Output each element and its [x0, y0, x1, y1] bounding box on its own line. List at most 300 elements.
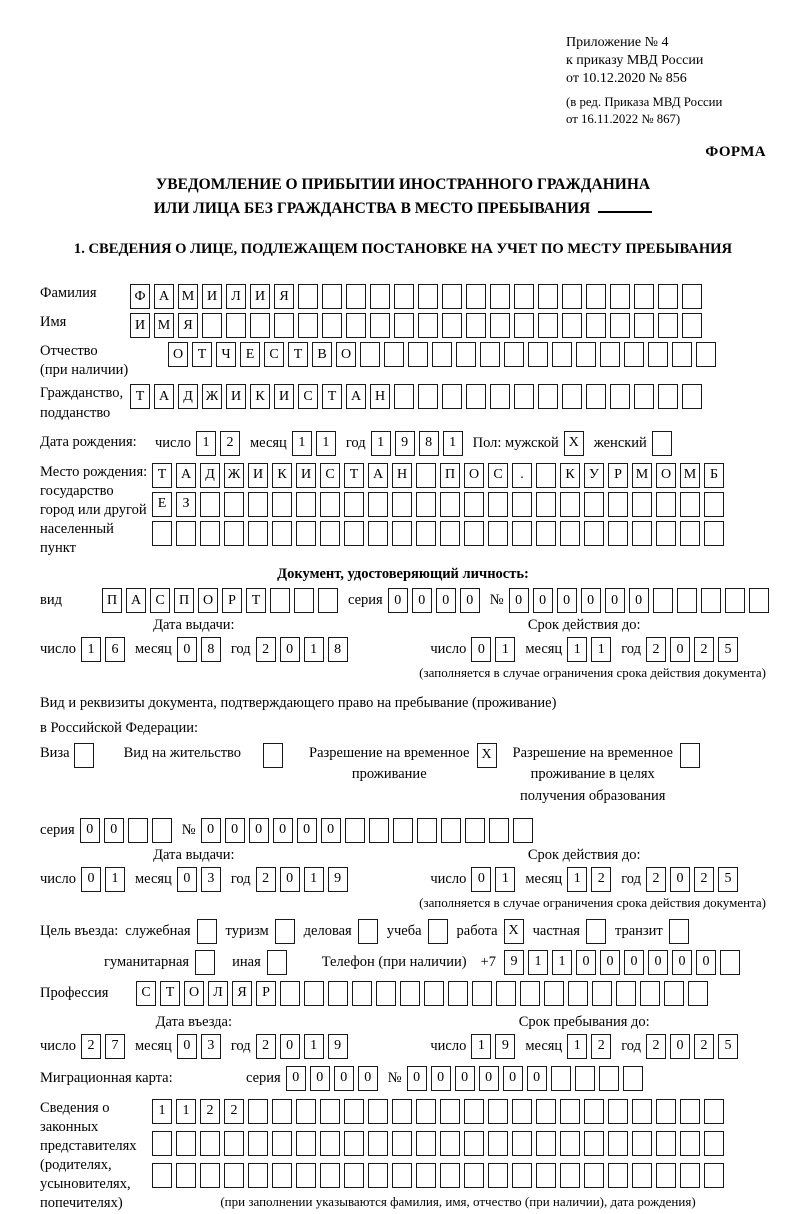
- representatives-row1-cells-cell-10[interactable]: [368, 1099, 388, 1124]
- doc-type-cells-cell-6[interactable]: Р: [222, 588, 242, 613]
- profession-cells-cell-3[interactable]: О: [184, 981, 204, 1006]
- identity-valid-year-cells-cell-3[interactable]: 2: [694, 637, 714, 662]
- representatives-row2-cells-cell-22[interactable]: [656, 1131, 676, 1156]
- identity-issued-year-cells-cell-1[interactable]: 2: [256, 637, 276, 662]
- profession-cells-cell-21[interactable]: [616, 981, 636, 1006]
- surname-cells-cell-7[interactable]: Я: [274, 284, 294, 309]
- citizenship-cells-cell-7[interactable]: И: [274, 384, 294, 409]
- representatives-row2-cells-cell-21[interactable]: [632, 1131, 652, 1156]
- firstname-cells-cell-5[interactable]: [226, 313, 246, 338]
- doc-series-cells-cell-3[interactable]: 0: [436, 588, 456, 613]
- purpose-study-checkbox-cell-1[interactable]: [428, 919, 448, 944]
- representatives-row3-cells-cell-22[interactable]: [656, 1163, 676, 1188]
- representatives-row1-cells-cell-11[interactable]: [392, 1099, 412, 1124]
- identity-issued-month-cells-cell-2[interactable]: 8: [201, 637, 221, 662]
- citizenship-cells-cell-23[interactable]: [658, 384, 678, 409]
- identity-valid-year-cells-cell-1[interactable]: 2: [646, 637, 666, 662]
- migration-number-cells-cell-2[interactable]: 0: [431, 1066, 451, 1091]
- stay-year-cells-cell-2[interactable]: 0: [670, 1034, 690, 1059]
- firstname-cells-cell-4[interactable]: [202, 313, 222, 338]
- residence-number-cells-cell-13[interactable]: [489, 818, 509, 843]
- representatives-row2-cells-cell-18[interactable]: [560, 1131, 580, 1156]
- surname-cells-cell-13[interactable]: [418, 284, 438, 309]
- patronymic-cells-cell-9[interactable]: [360, 342, 380, 367]
- birthplace-row3-cells-cell-21[interactable]: [632, 521, 652, 546]
- citizenship-cells-cell-16[interactable]: [490, 384, 510, 409]
- representatives-row3-cells-cell-20[interactable]: [608, 1163, 628, 1188]
- residence-number-cells-cell-8[interactable]: [369, 818, 389, 843]
- birth-year-cells-cell-1[interactable]: 1: [371, 431, 391, 456]
- representatives-row1-cells-cell-9[interactable]: [344, 1099, 364, 1124]
- birth-year-cells-cell-2[interactable]: 9: [395, 431, 415, 456]
- representatives-row3-cells-cell-9[interactable]: [344, 1163, 364, 1188]
- temp-residence-checkbox-cell-1[interactable]: X: [477, 743, 497, 768]
- birthplace-row1-cells-cell-11[interactable]: Н: [392, 463, 412, 488]
- birthplace-row1-cells-cell-12[interactable]: [416, 463, 436, 488]
- residence-series-cells-cell-1[interactable]: 0: [80, 818, 100, 843]
- representatives-row1-cells-cell-4[interactable]: 2: [224, 1099, 244, 1124]
- migration-number-cells-cell-1[interactable]: 0: [407, 1066, 427, 1091]
- surname-cells-cell-5[interactable]: Л: [226, 284, 246, 309]
- citizenship-cells-cell-8[interactable]: С: [298, 384, 318, 409]
- stay-month-cells-cell-2[interactable]: 2: [591, 1034, 611, 1059]
- representatives-row3-cells-cell-2[interactable]: [176, 1163, 196, 1188]
- patronymic-cells-cell-19[interactable]: [600, 342, 620, 367]
- birthplace-row3-cells-cell-17[interactable]: [536, 521, 556, 546]
- patronymic-cells-cell-10[interactable]: [384, 342, 404, 367]
- doc-number-cells-cell-3[interactable]: 0: [557, 588, 577, 613]
- birth-month-cells-cell-1[interactable]: 1: [292, 431, 312, 456]
- entry-month-cells-cell-2[interactable]: 3: [201, 1034, 221, 1059]
- birthplace-row2-cells-cell-18[interactable]: [560, 492, 580, 517]
- residence-issued-year-cells-cell-3[interactable]: 1: [304, 867, 324, 892]
- doc-number-cells-cell-10[interactable]: [725, 588, 745, 613]
- doc-number-cells-cell-8[interactable]: [677, 588, 697, 613]
- profession-cells-cell-12[interactable]: [400, 981, 420, 1006]
- surname-cells-cell-10[interactable]: [346, 284, 366, 309]
- entry-year-cells-cell-4[interactable]: 9: [328, 1034, 348, 1059]
- profession-cells-cell-19[interactable]: [568, 981, 588, 1006]
- purpose-private-checkbox-cell-1[interactable]: [586, 919, 606, 944]
- representatives-row3-cells-cell-16[interactable]: [512, 1163, 532, 1188]
- firstname-cells-cell-10[interactable]: [346, 313, 366, 338]
- profession-cells-cell-6[interactable]: Р: [256, 981, 276, 1006]
- birthplace-row2-cells-cell-19[interactable]: [584, 492, 604, 517]
- representatives-row2-cells-cell-23[interactable]: [680, 1131, 700, 1156]
- representatives-row2-cells-cell-19[interactable]: [584, 1131, 604, 1156]
- firstname-cells-cell-14[interactable]: [442, 313, 462, 338]
- birthplace-row2-cells-cell-5[interactable]: [248, 492, 268, 517]
- surname-cells-cell-21[interactable]: [610, 284, 630, 309]
- residence-series-cells-cell-4[interactable]: [152, 818, 172, 843]
- purpose-official-checkbox-cell-1[interactable]: [197, 919, 217, 944]
- residence-valid-year-cells-cell-2[interactable]: 0: [670, 867, 690, 892]
- phone-cells-cell-3[interactable]: 1: [552, 950, 572, 975]
- residence-issued-year-cells-cell-4[interactable]: 9: [328, 867, 348, 892]
- entry-year-cells-cell-1[interactable]: 2: [256, 1034, 276, 1059]
- surname-cells-cell-23[interactable]: [658, 284, 678, 309]
- firstname-cells-cell-23[interactable]: [658, 313, 678, 338]
- birthplace-row3-cells-cell-4[interactable]: [224, 521, 244, 546]
- birthplace-row1-cells-cell-8[interactable]: С: [320, 463, 340, 488]
- birth-year-cells-cell-3[interactable]: 8: [419, 431, 439, 456]
- profession-cells-cell-20[interactable]: [592, 981, 612, 1006]
- birthplace-row3-cells-cell-12[interactable]: [416, 521, 436, 546]
- representatives-row1-cells-cell-5[interactable]: [248, 1099, 268, 1124]
- representatives-row2-cells-cell-7[interactable]: [296, 1131, 316, 1156]
- purpose-other-checkbox-cell-1[interactable]: [267, 950, 287, 975]
- surname-cells-cell-20[interactable]: [586, 284, 606, 309]
- citizenship-cells-cell-4[interactable]: Ж: [202, 384, 222, 409]
- identity-issued-year-cells-cell-2[interactable]: 0: [280, 637, 300, 662]
- representatives-row1-cells-cell-18[interactable]: [560, 1099, 580, 1124]
- representatives-row1-cells-cell-6[interactable]: [272, 1099, 292, 1124]
- residence-number-cells-cell-14[interactable]: [513, 818, 533, 843]
- birthplace-row2-cells-cell-14[interactable]: [464, 492, 484, 517]
- phone-cells-cell-5[interactable]: 0: [600, 950, 620, 975]
- representatives-row1-cells-cell-7[interactable]: [296, 1099, 316, 1124]
- doc-type-cells-cell-5[interactable]: О: [198, 588, 218, 613]
- surname-cells-cell-22[interactable]: [634, 284, 654, 309]
- representatives-row1-cells-cell-12[interactable]: [416, 1099, 436, 1124]
- phone-cells-cell-6[interactable]: 0: [624, 950, 644, 975]
- birthplace-row3-cells-cell-22[interactable]: [656, 521, 676, 546]
- profession-cells-cell-7[interactable]: [280, 981, 300, 1006]
- representatives-row3-cells-cell-21[interactable]: [632, 1163, 652, 1188]
- representatives-row2-cells-cell-13[interactable]: [440, 1131, 460, 1156]
- doc-series-cells-cell-1[interactable]: 0: [388, 588, 408, 613]
- birthplace-row1-cells-cell-20[interactable]: Р: [608, 463, 628, 488]
- phone-cells-cell-2[interactable]: 1: [528, 950, 548, 975]
- citizenship-cells-cell-21[interactable]: [610, 384, 630, 409]
- profession-cells-cell-10[interactable]: [352, 981, 372, 1006]
- residence-issued-month-cells-cell-1[interactable]: 0: [177, 867, 197, 892]
- birthplace-row1-cells-cell-10[interactable]: А: [368, 463, 388, 488]
- birthplace-row3-cells-cell-15[interactable]: [488, 521, 508, 546]
- patronymic-cells-cell-1[interactable]: О: [168, 342, 188, 367]
- patronymic-cells-cell-23[interactable]: [696, 342, 716, 367]
- representatives-row3-cells-cell-14[interactable]: [464, 1163, 484, 1188]
- patronymic-cells-cell-18[interactable]: [576, 342, 596, 367]
- doc-type-cells-cell-2[interactable]: А: [126, 588, 146, 613]
- surname-cells-cell-1[interactable]: Ф: [130, 284, 150, 309]
- birthplace-row2-cells-cell-23[interactable]: [680, 492, 700, 517]
- citizenship-cells-cell-11[interactable]: Н: [370, 384, 390, 409]
- citizenship-cells-cell-6[interactable]: К: [250, 384, 270, 409]
- representatives-row2-cells-cell-12[interactable]: [416, 1131, 436, 1156]
- residence-valid-year-cells-cell-3[interactable]: 2: [694, 867, 714, 892]
- firstname-cells-cell-24[interactable]: [682, 313, 702, 338]
- doc-number-cells-cell-11[interactable]: [749, 588, 769, 613]
- birthplace-row2-cells-cell-9[interactable]: [344, 492, 364, 517]
- citizenship-cells-cell-1[interactable]: Т: [130, 384, 150, 409]
- citizenship-cells-cell-19[interactable]: [562, 384, 582, 409]
- profession-cells-cell-11[interactable]: [376, 981, 396, 1006]
- citizenship-cells-cell-13[interactable]: [418, 384, 438, 409]
- birthplace-row2-cells-cell-22[interactable]: [656, 492, 676, 517]
- citizenship-cells-cell-18[interactable]: [538, 384, 558, 409]
- patronymic-cells-cell-6[interactable]: Т: [288, 342, 308, 367]
- sex-male-checkbox-cell-1[interactable]: X: [564, 431, 584, 456]
- profession-cells-cell-22[interactable]: [640, 981, 660, 1006]
- representatives-row1-cells-cell-13[interactable]: [440, 1099, 460, 1124]
- doc-number-cells-cell-9[interactable]: [701, 588, 721, 613]
- citizenship-cells-cell-5[interactable]: И: [226, 384, 246, 409]
- birthplace-row3-cells-cell-24[interactable]: [704, 521, 724, 546]
- patronymic-cells-cell-11[interactable]: [408, 342, 428, 367]
- identity-issued-day-cells-cell-1[interactable]: 1: [81, 637, 101, 662]
- identity-valid-day-cells-cell-2[interactable]: 1: [495, 637, 515, 662]
- firstname-cells-cell-7[interactable]: [274, 313, 294, 338]
- doc-number-cells-cell-1[interactable]: 0: [509, 588, 529, 613]
- firstname-cells-cell-2[interactable]: М: [154, 313, 174, 338]
- representatives-row3-cells-cell-15[interactable]: [488, 1163, 508, 1188]
- identity-issued-day-cells-cell-2[interactable]: 6: [105, 637, 125, 662]
- birthplace-row2-cells-cell-1[interactable]: Е: [152, 492, 172, 517]
- birthplace-row2-cells-cell-12[interactable]: [416, 492, 436, 517]
- surname-cells-cell-24[interactable]: [682, 284, 702, 309]
- representatives-row2-cells-cell-2[interactable]: [176, 1131, 196, 1156]
- stay-year-cells-cell-1[interactable]: 2: [646, 1034, 666, 1059]
- residence-valid-day-cells-cell-2[interactable]: 1: [495, 867, 515, 892]
- doc-type-cells-cell-4[interactable]: П: [174, 588, 194, 613]
- identity-valid-month-cells-cell-2[interactable]: 1: [591, 637, 611, 662]
- stay-day-cells-cell-1[interactable]: 1: [471, 1034, 491, 1059]
- birthplace-row2-cells-cell-10[interactable]: [368, 492, 388, 517]
- residence-number-cells-cell-7[interactable]: [345, 818, 365, 843]
- birthplace-row1-cells-cell-22[interactable]: О: [656, 463, 676, 488]
- profession-cells-cell-24[interactable]: [688, 981, 708, 1006]
- citizenship-cells-cell-3[interactable]: Д: [178, 384, 198, 409]
- doc-type-cells-cell-3[interactable]: С: [150, 588, 170, 613]
- doc-type-cells-cell-7[interactable]: Т: [246, 588, 266, 613]
- profession-cells-cell-17[interactable]: [520, 981, 540, 1006]
- firstname-cells-cell-19[interactable]: [562, 313, 582, 338]
- birthplace-row3-cells-cell-6[interactable]: [272, 521, 292, 546]
- firstname-cells-cell-18[interactable]: [538, 313, 558, 338]
- residence-valid-year-cells-cell-4[interactable]: 5: [718, 867, 738, 892]
- migration-number-cells-cell-5[interactable]: 0: [503, 1066, 523, 1091]
- migration-number-cells-cell-3[interactable]: 0: [455, 1066, 475, 1091]
- identity-valid-day-cells-cell-1[interactable]: 0: [471, 637, 491, 662]
- birthplace-row2-cells-cell-2[interactable]: З: [176, 492, 196, 517]
- citizenship-cells-cell-12[interactable]: [394, 384, 414, 409]
- stay-month-cells-cell-1[interactable]: 1: [567, 1034, 587, 1059]
- birthplace-row2-cells-cell-3[interactable]: [200, 492, 220, 517]
- residence-number-cells-cell-2[interactable]: 0: [225, 818, 245, 843]
- representatives-row2-cells-cell-4[interactable]: [224, 1131, 244, 1156]
- surname-cells-cell-15[interactable]: [466, 284, 486, 309]
- migration-series-cells-cell-4[interactable]: 0: [358, 1066, 378, 1091]
- representatives-row3-cells-cell-18[interactable]: [560, 1163, 580, 1188]
- representatives-row3-cells-cell-4[interactable]: [224, 1163, 244, 1188]
- migration-series-cells-cell-1[interactable]: 0: [286, 1066, 306, 1091]
- entry-day-cells-cell-2[interactable]: 7: [105, 1034, 125, 1059]
- birth-day-cells-cell-2[interactable]: 2: [220, 431, 240, 456]
- birthplace-row3-cells-cell-1[interactable]: [152, 521, 172, 546]
- surname-cells-cell-3[interactable]: М: [178, 284, 198, 309]
- birthplace-row2-cells-cell-4[interactable]: [224, 492, 244, 517]
- phone-cells-cell-8[interactable]: 0: [672, 950, 692, 975]
- doc-type-cells-cell-8[interactable]: [270, 588, 290, 613]
- representatives-row3-cells-cell-11[interactable]: [392, 1163, 412, 1188]
- birthplace-row2-cells-cell-17[interactable]: [536, 492, 556, 517]
- birthplace-row3-cells-cell-8[interactable]: [320, 521, 340, 546]
- profession-cells-cell-2[interactable]: Т: [160, 981, 180, 1006]
- profession-cells-cell-18[interactable]: [544, 981, 564, 1006]
- residence-series-cells-cell-3[interactable]: [128, 818, 148, 843]
- birthplace-row3-cells-cell-10[interactable]: [368, 521, 388, 546]
- birthplace-row2-cells-cell-11[interactable]: [392, 492, 412, 517]
- phone-cells-cell-7[interactable]: 0: [648, 950, 668, 975]
- stay-year-cells-cell-3[interactable]: 2: [694, 1034, 714, 1059]
- residence-issued-day-cells-cell-2[interactable]: 1: [105, 867, 125, 892]
- entry-year-cells-cell-2[interactable]: 0: [280, 1034, 300, 1059]
- profession-cells-cell-14[interactable]: [448, 981, 468, 1006]
- citizenship-cells-cell-17[interactable]: [514, 384, 534, 409]
- representatives-row1-cells-cell-23[interactable]: [680, 1099, 700, 1124]
- purpose-transit-checkbox-cell-1[interactable]: [669, 919, 689, 944]
- surname-cells-cell-12[interactable]: [394, 284, 414, 309]
- representatives-row2-cells-cell-8[interactable]: [320, 1131, 340, 1156]
- patronymic-cells-cell-5[interactable]: С: [264, 342, 284, 367]
- representatives-row1-cells-cell-2[interactable]: 1: [176, 1099, 196, 1124]
- birthplace-row2-cells-cell-8[interactable]: [320, 492, 340, 517]
- doc-number-cells-cell-7[interactable]: [653, 588, 673, 613]
- citizenship-cells-cell-9[interactable]: Т: [322, 384, 342, 409]
- birthplace-row2-cells-cell-20[interactable]: [608, 492, 628, 517]
- birthplace-row3-cells-cell-23[interactable]: [680, 521, 700, 546]
- profession-cells-cell-13[interactable]: [424, 981, 444, 1006]
- identity-valid-year-cells-cell-2[interactable]: 0: [670, 637, 690, 662]
- phone-cells-cell-10[interactable]: [720, 950, 740, 975]
- residence-issued-year-cells-cell-1[interactable]: 2: [256, 867, 276, 892]
- patronymic-cells-cell-21[interactable]: [648, 342, 668, 367]
- representatives-row1-cells-cell-3[interactable]: 2: [200, 1099, 220, 1124]
- representatives-row2-cells-cell-3[interactable]: [200, 1131, 220, 1156]
- surname-cells-cell-18[interactable]: [538, 284, 558, 309]
- birthplace-row2-cells-cell-24[interactable]: [704, 492, 724, 517]
- representatives-row2-cells-cell-15[interactable]: [488, 1131, 508, 1156]
- migration-number-cells-cell-7[interactable]: [551, 1066, 571, 1091]
- birthplace-row1-cells-cell-24[interactable]: Б: [704, 463, 724, 488]
- residence-number-cells-cell-11[interactable]: [441, 818, 461, 843]
- birthplace-row3-cells-cell-2[interactable]: [176, 521, 196, 546]
- residence-number-cells-cell-5[interactable]: 0: [297, 818, 317, 843]
- residence-valid-month-cells-cell-1[interactable]: 1: [567, 867, 587, 892]
- representatives-row1-cells-cell-21[interactable]: [632, 1099, 652, 1124]
- representatives-row1-cells-cell-14[interactable]: [464, 1099, 484, 1124]
- representatives-row3-cells-cell-8[interactable]: [320, 1163, 340, 1188]
- birthplace-row1-cells-cell-5[interactable]: И: [248, 463, 268, 488]
- profession-cells-cell-15[interactable]: [472, 981, 492, 1006]
- representatives-row3-cells-cell-10[interactable]: [368, 1163, 388, 1188]
- birthplace-row1-cells-cell-15[interactable]: С: [488, 463, 508, 488]
- surname-cells-cell-4[interactable]: И: [202, 284, 222, 309]
- birthplace-row1-cells-cell-1[interactable]: Т: [152, 463, 172, 488]
- birthplace-row3-cells-cell-9[interactable]: [344, 521, 364, 546]
- birthplace-row3-cells-cell-13[interactable]: [440, 521, 460, 546]
- representatives-row1-cells-cell-24[interactable]: [704, 1099, 724, 1124]
- patronymic-cells-cell-20[interactable]: [624, 342, 644, 367]
- representatives-row1-cells-cell-19[interactable]: [584, 1099, 604, 1124]
- firstname-cells-cell-20[interactable]: [586, 313, 606, 338]
- representatives-row2-cells-cell-10[interactable]: [368, 1131, 388, 1156]
- representatives-row2-cells-cell-11[interactable]: [392, 1131, 412, 1156]
- profession-cells-cell-16[interactable]: [496, 981, 516, 1006]
- migration-series-cells-cell-2[interactable]: 0: [310, 1066, 330, 1091]
- doc-type-cells-cell-9[interactable]: [294, 588, 314, 613]
- residence-number-cells-cell-1[interactable]: 0: [201, 818, 221, 843]
- phone-cells-cell-4[interactable]: 0: [576, 950, 596, 975]
- birth-month-cells-cell-2[interactable]: 1: [316, 431, 336, 456]
- birth-day-cells-cell-1[interactable]: 1: [196, 431, 216, 456]
- edu-residence-checkbox-cell-1[interactable]: [680, 743, 700, 768]
- birthplace-row1-cells-cell-14[interactable]: О: [464, 463, 484, 488]
- doc-number-cells-cell-4[interactable]: 0: [581, 588, 601, 613]
- representatives-row3-cells-cell-7[interactable]: [296, 1163, 316, 1188]
- phone-cells-cell-9[interactable]: 0: [696, 950, 716, 975]
- identity-valid-month-cells-cell-1[interactable]: 1: [567, 637, 587, 662]
- profession-cells-cell-8[interactable]: [304, 981, 324, 1006]
- birthplace-row3-cells-cell-19[interactable]: [584, 521, 604, 546]
- residence-number-cells-cell-10[interactable]: [417, 818, 437, 843]
- representatives-row1-cells-cell-15[interactable]: [488, 1099, 508, 1124]
- firstname-cells-cell-15[interactable]: [466, 313, 486, 338]
- patronymic-cells-cell-2[interactable]: Т: [192, 342, 212, 367]
- residence-number-cells-cell-3[interactable]: 0: [249, 818, 269, 843]
- birthplace-row3-cells-cell-14[interactable]: [464, 521, 484, 546]
- visa-checkbox-cell-1[interactable]: [74, 743, 94, 768]
- citizenship-cells-cell-22[interactable]: [634, 384, 654, 409]
- residence-valid-day-cells-cell-1[interactable]: 0: [471, 867, 491, 892]
- patronymic-cells-cell-14[interactable]: [480, 342, 500, 367]
- doc-series-cells-cell-4[interactable]: 0: [460, 588, 480, 613]
- birthplace-row1-cells-cell-21[interactable]: М: [632, 463, 652, 488]
- doc-number-cells-cell-5[interactable]: 0: [605, 588, 625, 613]
- birthplace-row2-cells-cell-15[interactable]: [488, 492, 508, 517]
- residence-valid-month-cells-cell-2[interactable]: 2: [591, 867, 611, 892]
- representatives-row2-cells-cell-14[interactable]: [464, 1131, 484, 1156]
- surname-cells-cell-9[interactable]: [322, 284, 342, 309]
- representatives-row2-cells-cell-17[interactable]: [536, 1131, 556, 1156]
- profession-cells-cell-5[interactable]: Я: [232, 981, 252, 1006]
- residence-issued-day-cells-cell-1[interactable]: 0: [81, 867, 101, 892]
- doc-type-cells-cell-1[interactable]: П: [102, 588, 122, 613]
- representatives-row2-cells-cell-9[interactable]: [344, 1131, 364, 1156]
- doc-type-cells-cell-10[interactable]: [318, 588, 338, 613]
- birthplace-row1-cells-cell-4[interactable]: Ж: [224, 463, 244, 488]
- representatives-row3-cells-cell-13[interactable]: [440, 1163, 460, 1188]
- representatives-row1-cells-cell-8[interactable]: [320, 1099, 340, 1124]
- birthplace-row3-cells-cell-3[interactable]: [200, 521, 220, 546]
- patronymic-cells-cell-3[interactable]: Ч: [216, 342, 236, 367]
- patronymic-cells-cell-13[interactable]: [456, 342, 476, 367]
- surname-cells-cell-19[interactable]: [562, 284, 582, 309]
- representatives-row1-cells-cell-16[interactable]: [512, 1099, 532, 1124]
- representatives-row1-cells-cell-17[interactable]: [536, 1099, 556, 1124]
- doc-number-cells-cell-2[interactable]: 0: [533, 588, 553, 613]
- firstname-cells-cell-17[interactable]: [514, 313, 534, 338]
- birthplace-row1-cells-cell-3[interactable]: Д: [200, 463, 220, 488]
- firstname-cells-cell-6[interactable]: [250, 313, 270, 338]
- birthplace-row1-cells-cell-6[interactable]: К: [272, 463, 292, 488]
- birth-year-cells-cell-4[interactable]: 1: [443, 431, 463, 456]
- residence-number-cells-cell-6[interactable]: 0: [321, 818, 341, 843]
- representatives-row3-cells-cell-24[interactable]: [704, 1163, 724, 1188]
- surname-cells-cell-17[interactable]: [514, 284, 534, 309]
- surname-cells-cell-16[interactable]: [490, 284, 510, 309]
